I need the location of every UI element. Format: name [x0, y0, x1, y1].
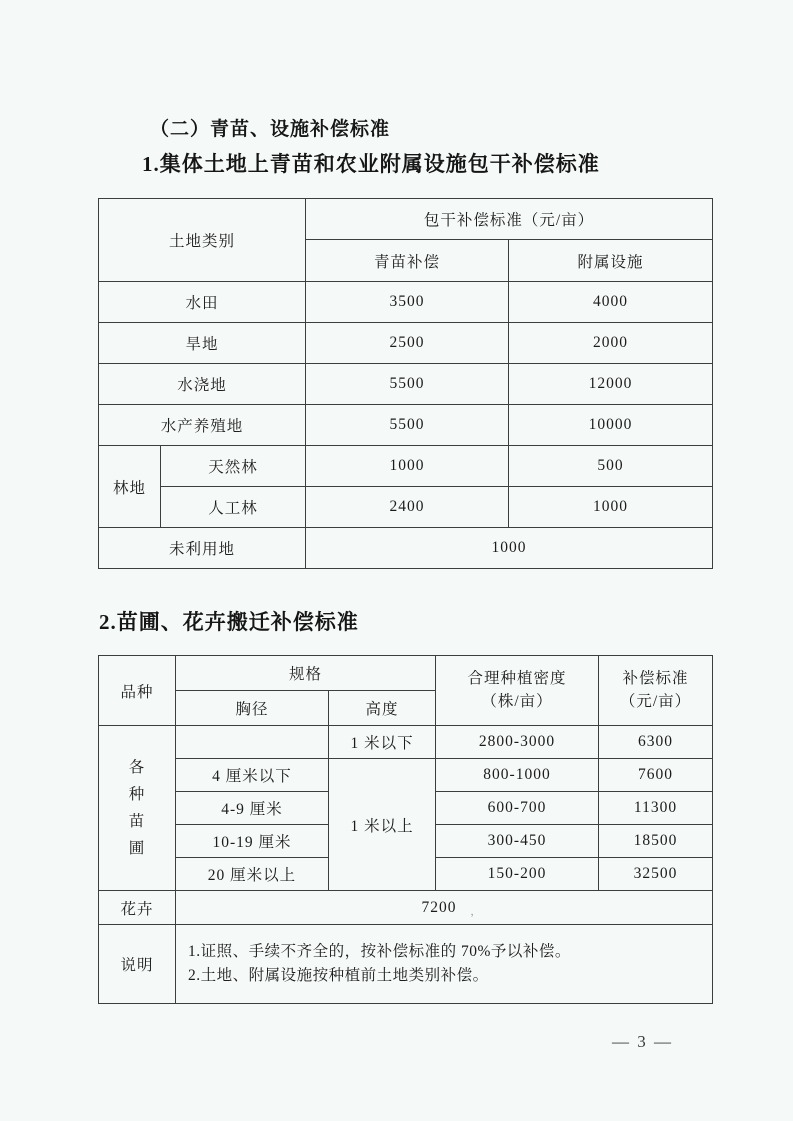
header-standard-line1: 补偿标准	[622, 670, 689, 688]
table-row	[99, 487, 713, 528]
table-row	[99, 199, 713, 240]
table-row	[99, 891, 713, 925]
facility-value: 1000	[509, 487, 713, 528]
table-row	[99, 925, 713, 1004]
seedling-value: 2400	[306, 487, 509, 528]
land-name: 水产养殖地	[99, 405, 306, 446]
table-row	[99, 282, 713, 323]
seedling-value: 1000	[306, 446, 509, 487]
table-row	[99, 323, 713, 364]
table-row	[99, 656, 713, 691]
page-number: — 3 —	[612, 1032, 673, 1051]
dbh-value: 20 厘米以上	[176, 858, 329, 891]
flower-value: 7200	[421, 898, 457, 916]
header-density-line2: （株/亩）	[481, 692, 553, 710]
forest-group-label: 林地	[99, 446, 161, 528]
note-cell	[176, 925, 713, 1004]
facility-value: 4000	[509, 282, 713, 323]
flower-value-cell	[176, 891, 713, 925]
density-value: 2800-3000	[436, 726, 599, 759]
standard-value: 11300	[599, 792, 713, 825]
facility-value: 2000	[509, 323, 713, 364]
section-heading: （二）青苗、设施补偿标准	[150, 119, 391, 140]
note-line-2: 2.土地、附属设施按种植前土地类别补偿。	[188, 967, 489, 984]
density-value: 300-450	[436, 825, 599, 858]
header-spec: 规格	[176, 656, 436, 691]
header-density	[436, 656, 599, 726]
flower-label: 花卉	[99, 891, 176, 925]
standard-value: 18500	[599, 825, 713, 858]
table-row	[99, 726, 713, 759]
note-label: 说明	[99, 925, 176, 1004]
facility-value: 500	[509, 446, 713, 487]
header-seedling: 青苗补偿	[306, 240, 509, 282]
density-value: 600-700	[436, 792, 599, 825]
height-value: 1 米以下	[329, 726, 436, 759]
dbh-value: 10-19 厘米	[176, 825, 329, 858]
table-row	[99, 759, 713, 792]
land-name: 旱地	[99, 323, 306, 364]
unused-land-value: 1000	[306, 528, 713, 569]
table-row	[99, 364, 713, 405]
dbh-value	[176, 726, 329, 759]
header-dbh: 胸径	[176, 691, 329, 726]
unused-land-label: 未利用地	[99, 528, 306, 569]
header-density-line1: 合理种植密度	[467, 670, 567, 688]
standard-value: 6300	[599, 726, 713, 759]
facility-value: 10000	[509, 405, 713, 446]
header-compensation-group: 包干补偿标准（元/亩）	[306, 199, 713, 240]
density-value: 800-1000	[436, 759, 599, 792]
table2-heading: 2.苗圃、花卉搬迁补偿标准	[99, 610, 359, 634]
header-facility: 附属设施	[509, 240, 713, 282]
seedling-value: 2500	[306, 323, 509, 364]
header-land-type: 土地类别	[99, 199, 306, 282]
forest-type: 天然林	[161, 446, 306, 487]
nursery-group-label	[99, 726, 176, 891]
facility-value: 12000	[509, 364, 713, 405]
header-standard	[599, 656, 713, 726]
table1-heading: 1.集体土地上青苗和农业附属设施包干补偿标准	[142, 152, 600, 176]
header-standard-line2: （元/亩）	[619, 692, 692, 710]
seedling-value: 3500	[306, 282, 509, 323]
table-row	[99, 405, 713, 446]
dbh-value: 4 厘米以下	[176, 759, 329, 792]
standard-value: 32500	[599, 858, 713, 891]
land-name: 水田	[99, 282, 306, 323]
dbh-value: 4-9 厘米	[176, 792, 329, 825]
standard-value: 7600	[599, 759, 713, 792]
seedling-value: 5500	[306, 364, 509, 405]
table-row	[99, 528, 713, 569]
land-name: 水浇地	[99, 364, 306, 405]
header-species: 品种	[99, 656, 176, 726]
land-compensation-table	[98, 198, 713, 569]
forest-type: 人工林	[161, 487, 306, 528]
nursery-flower-table	[98, 655, 713, 1004]
nursery-group-label-text: 各种苗圃	[128, 758, 146, 858]
seedling-value: 5500	[306, 405, 509, 446]
stray-mark: ，	[470, 906, 481, 918]
header-height: 高度	[329, 691, 436, 726]
table-row	[99, 446, 713, 487]
density-value: 150-200	[436, 858, 599, 891]
height-merged-value: 1 米以上	[329, 759, 436, 891]
note-line-1: 1.证照、手续不齐全的，按补偿标准的 70%予以补偿。	[188, 942, 571, 960]
